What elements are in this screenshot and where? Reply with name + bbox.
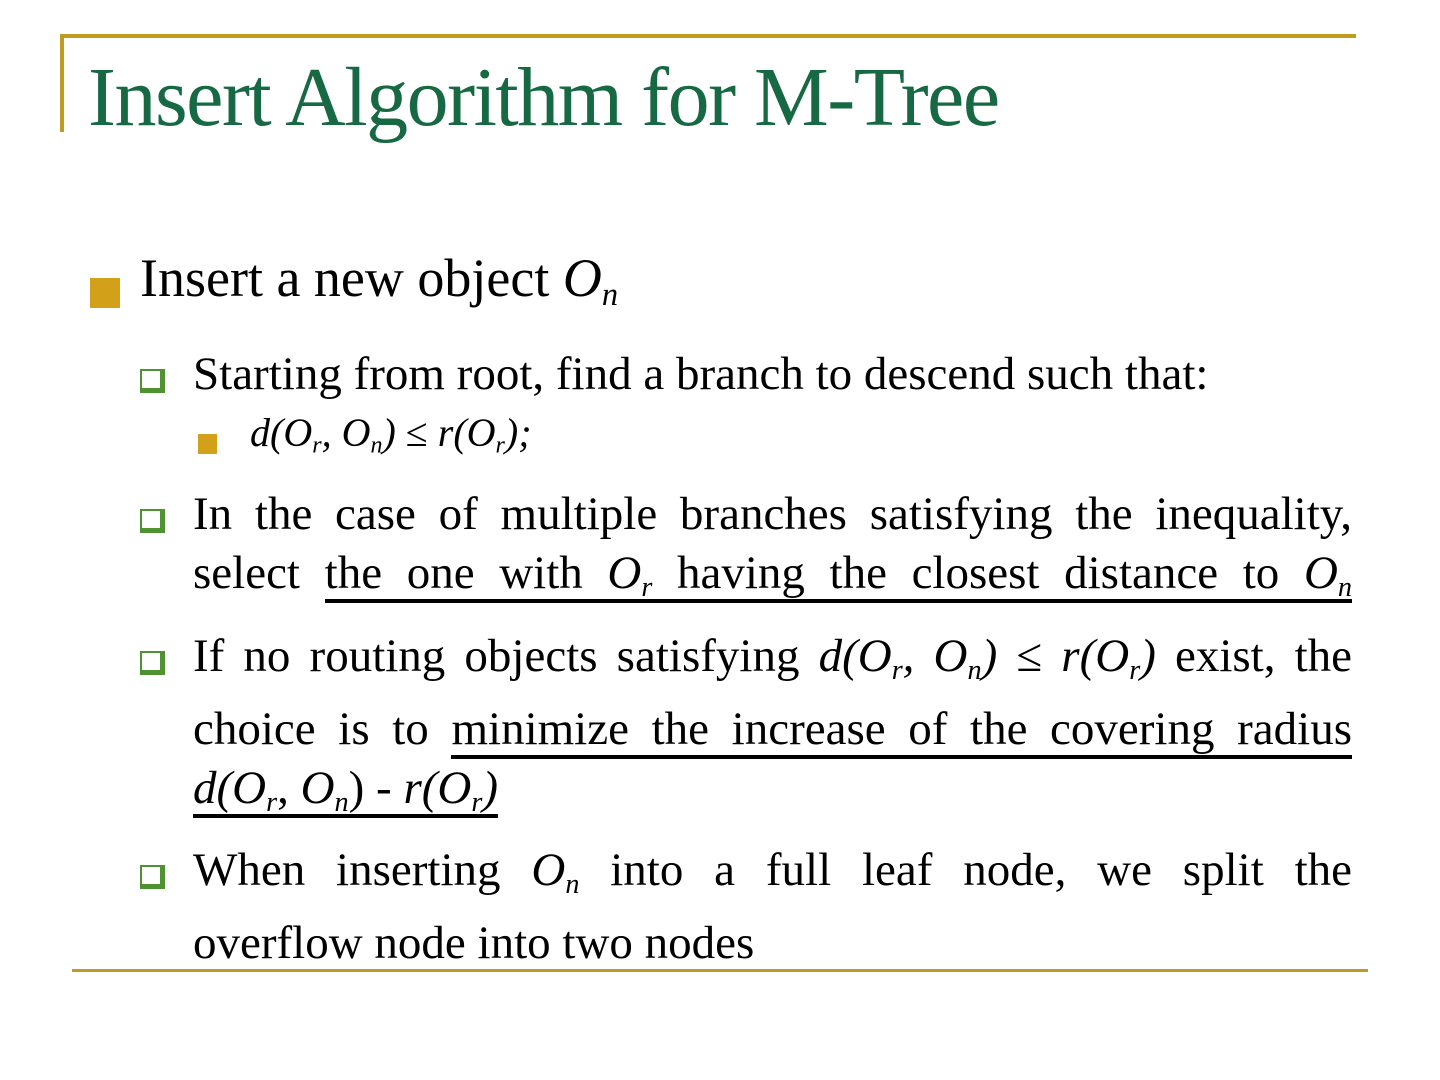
text-segment: In the case of multiple branches satisfying the inequality, xyxy=(193,487,1352,540)
text-segment: the one with xyxy=(324,546,608,599)
list-item-level3 xyxy=(196,404,1352,475)
text-segment: exist, the xyxy=(1155,629,1353,682)
text-segment: d xyxy=(818,629,843,682)
text-segment: ( xyxy=(1079,629,1096,682)
text-segment: n xyxy=(334,786,349,818)
bullet-hollow-square-icon xyxy=(140,369,165,393)
title-left-rule-line xyxy=(60,34,64,132)
text-segment: O xyxy=(1095,629,1130,682)
text-segment: Starting from root, find a branch to descend such that: xyxy=(193,348,1209,401)
text-segment: choice is to xyxy=(193,702,452,755)
text-line xyxy=(193,914,1352,973)
formula-line xyxy=(193,759,1352,832)
text-segment: , xyxy=(321,410,342,456)
list-item-level2 xyxy=(140,485,1352,617)
text-line xyxy=(193,841,1352,914)
text-segment: n xyxy=(967,654,982,686)
text-segment: ) xyxy=(482,761,498,814)
text-line xyxy=(193,345,1352,404)
list-item-level2 xyxy=(140,345,1352,404)
slide-body xyxy=(0,248,1440,973)
text-segment: n xyxy=(565,869,580,901)
text-segment: r xyxy=(495,432,505,459)
underlined-text xyxy=(451,703,1352,759)
text-segment: ) xyxy=(382,410,406,456)
bullet-filled-square-icon xyxy=(90,278,120,308)
bottom-rule-line xyxy=(72,969,1368,972)
text-segment: n xyxy=(1337,571,1352,603)
text-segment: O xyxy=(933,629,968,682)
text-segment: r xyxy=(891,654,903,686)
text-segment: O xyxy=(857,629,892,682)
text-line xyxy=(193,544,1352,617)
text-segment: ( xyxy=(842,629,858,682)
text-segment: ( xyxy=(216,761,233,814)
text-segment: O xyxy=(607,546,642,599)
text-segment: n xyxy=(601,277,619,314)
text-segment: r xyxy=(266,786,278,818)
text-segment: r xyxy=(437,410,454,456)
text-segment: r xyxy=(1061,629,1080,682)
text-segment: having the closest distance to xyxy=(652,546,1304,599)
underlined-text xyxy=(193,762,498,818)
text-segment: O xyxy=(562,248,602,308)
text-line xyxy=(193,485,1352,544)
text-segment: ) - xyxy=(348,761,404,814)
text-segment: O xyxy=(300,761,335,814)
text-segment: r xyxy=(1129,654,1141,686)
text-segment: , xyxy=(277,761,301,814)
text-segment: ( xyxy=(421,761,438,814)
text-segment: ≤ xyxy=(405,410,438,456)
text-segment: ≤ xyxy=(1016,629,1062,682)
list-item-level1 xyxy=(90,248,1352,325)
list-item-level2 xyxy=(140,841,1352,973)
text-line xyxy=(140,248,1352,325)
text-segment: O xyxy=(283,410,313,456)
text-segment: ) xyxy=(981,629,1017,682)
top-rule-line xyxy=(60,34,1356,38)
text-segment: O xyxy=(232,761,267,814)
bullet-hollow-square-icon xyxy=(140,651,165,675)
text-segment: When inserting xyxy=(193,844,532,897)
text-segment: select xyxy=(193,546,325,599)
text-line xyxy=(193,700,1352,759)
underlined-text xyxy=(325,547,1352,603)
text-segment: ) xyxy=(1140,629,1156,682)
text-segment: O xyxy=(1303,546,1338,599)
text-segment: d xyxy=(193,761,217,814)
text-segment: into a full leaf node, we split the xyxy=(579,844,1352,897)
text-segment: n xyxy=(370,432,383,459)
text-segment: If no routing objects satisfying xyxy=(193,629,819,682)
formula-line xyxy=(250,404,1352,475)
text-segment: ( xyxy=(453,410,467,456)
text-segment: r xyxy=(641,571,653,603)
text-line xyxy=(193,627,1352,700)
slide-title: Insert Algorithm for M-Tree xyxy=(88,51,999,144)
text-segment: O xyxy=(341,410,371,456)
text-segment: Insert a new object xyxy=(140,248,563,308)
text-segment: O xyxy=(437,761,472,814)
text-segment: ); xyxy=(504,410,532,456)
text-segment: minimize the increase of the covering radius xyxy=(451,702,1352,755)
text-segment: r xyxy=(312,432,322,459)
text-segment: r xyxy=(471,786,483,818)
text-segment: ( xyxy=(270,410,284,456)
bullet-small-filled-square-icon xyxy=(198,434,217,454)
text-segment: overflow node into two nodes xyxy=(193,917,755,970)
text-segment: d xyxy=(250,410,270,456)
list-item-level2 xyxy=(140,627,1352,832)
text-segment: O xyxy=(531,844,566,897)
text-segment: O xyxy=(466,410,496,456)
bullet-hollow-square-icon xyxy=(140,509,165,533)
text-segment: r xyxy=(403,761,422,814)
text-segment: , xyxy=(902,629,934,682)
bullet-hollow-square-icon xyxy=(140,865,165,889)
